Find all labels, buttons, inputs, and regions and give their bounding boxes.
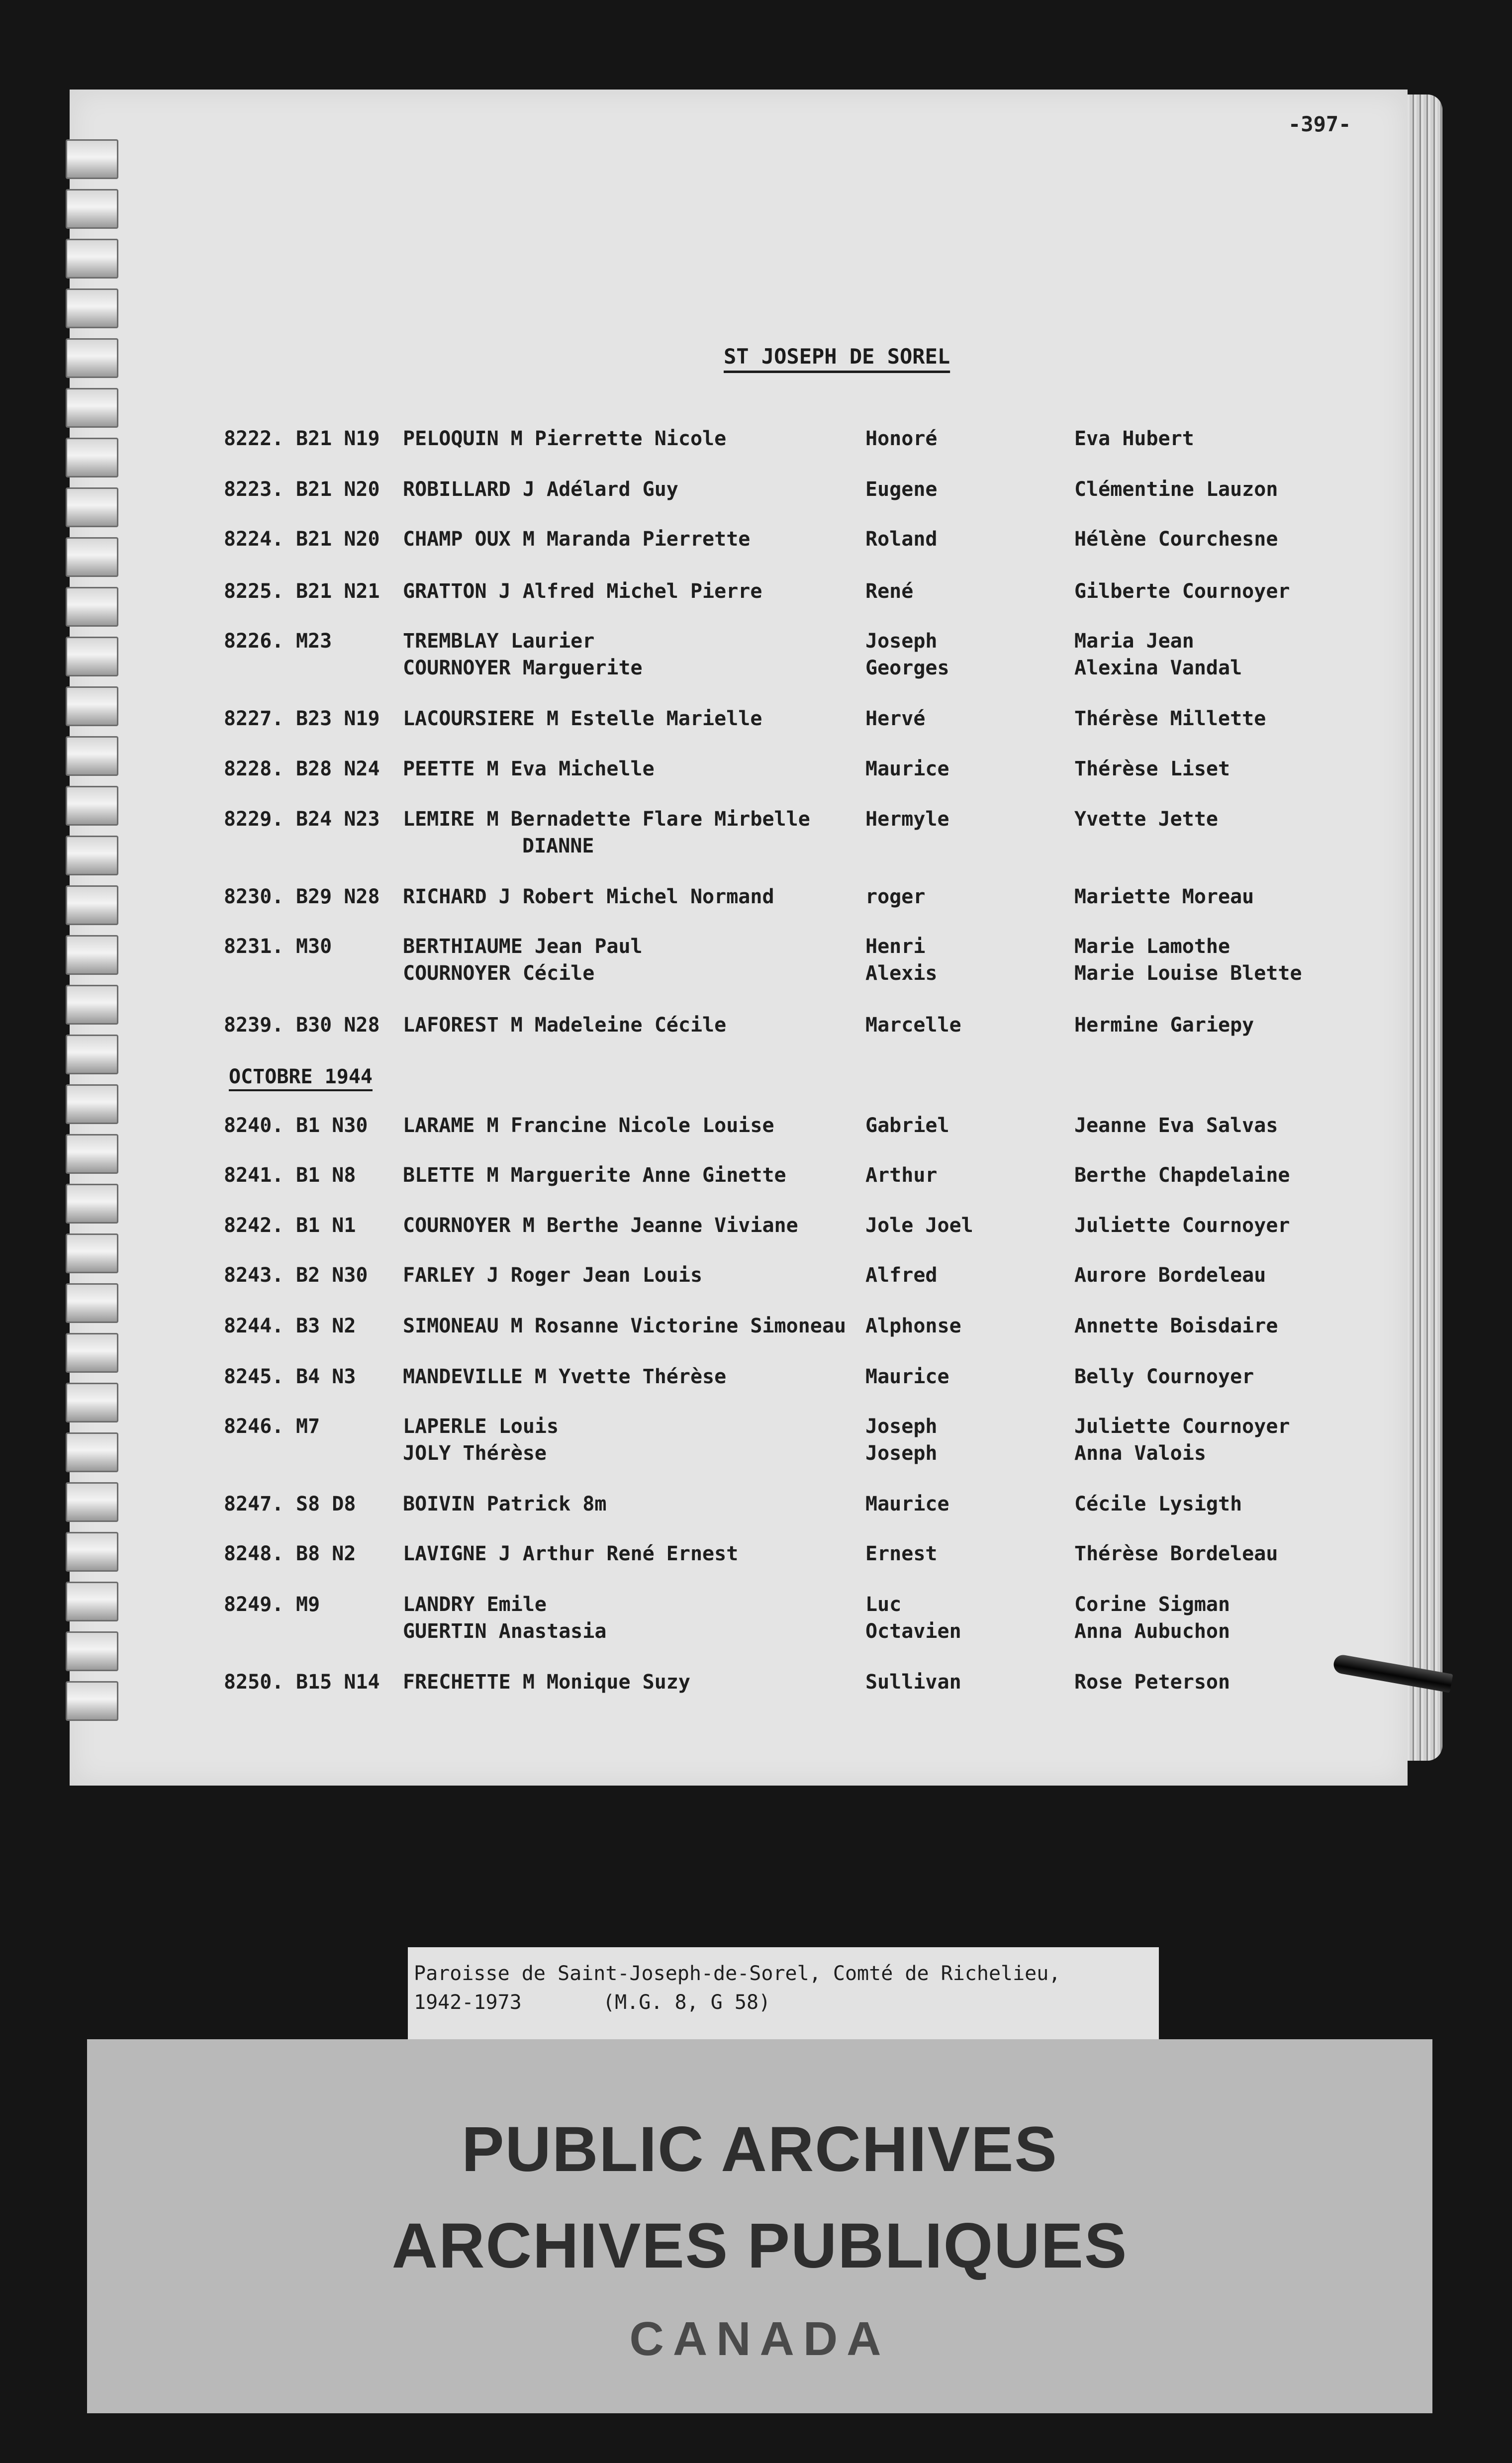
record-name-line1: GRATTON J Alfred Michel Pierre	[403, 580, 762, 603]
record-mother	[1074, 1540, 1278, 1567]
register-record	[0, 526, 1393, 580]
source-label-line2	[414, 1991, 771, 2014]
record-code	[296, 526, 380, 553]
record-mother-line1: Belly Cournoyer	[1074, 1365, 1254, 1388]
record-mother-line1: Yvette Jette	[1074, 808, 1218, 831]
record-father-line2: Georges	[865, 657, 949, 679]
record-code-line1: B29 N28	[296, 885, 380, 908]
register-record	[0, 806, 1393, 860]
record-name-line2: COURNOYER Cécile	[403, 962, 595, 985]
record-num-line1: 8223.	[224, 478, 284, 501]
register-record	[0, 1413, 1393, 1468]
record-code	[296, 806, 380, 833]
record-code-line1: B1 N30	[296, 1114, 368, 1137]
record-name-line1: MANDEVILLE M Yvette Thérèse	[403, 1365, 727, 1388]
record-num-line1: 8227.	[224, 707, 284, 730]
register-record	[0, 1112, 1393, 1167]
record-father	[865, 806, 949, 833]
record-father-line1: Alfred	[865, 1264, 938, 1287]
record-code	[296, 705, 380, 732]
register-record	[0, 883, 1393, 938]
record-father-line1: Jole Joel	[865, 1214, 973, 1237]
record-code-line1: B2 N30	[296, 1264, 368, 1287]
record-mother	[1074, 1162, 1290, 1189]
record-num-line1: 8228.	[224, 758, 284, 780]
record-father	[865, 476, 938, 503]
record-mother-line2: Anna Aubuchon	[1074, 1620, 1230, 1643]
record-father-line1: Gabriel	[865, 1114, 949, 1137]
archive-card-line3: CANADA	[629, 2312, 890, 2366]
record-mother-line2: Anna Valois	[1074, 1442, 1206, 1465]
record-father-line1: Maurice	[865, 1365, 949, 1388]
record-num	[224, 1262, 284, 1289]
source-label-years: 1942-1973	[414, 1991, 522, 2014]
record-code	[296, 756, 380, 782]
record-code-line1: M30	[296, 935, 332, 958]
record-mother	[1074, 756, 1230, 782]
record-mother-line1: Mariette Moreau	[1074, 885, 1254, 908]
record-father-line1: Arthur	[865, 1164, 938, 1187]
register-record	[0, 1591, 1393, 1646]
record-mother	[1074, 578, 1290, 605]
record-name-line1: BERTHIAUME Jean Paul	[403, 935, 643, 958]
record-num-line1: 8249.	[224, 1593, 284, 1616]
record-name	[403, 806, 810, 859]
record-name	[403, 425, 726, 452]
record-father-line1: Henri	[865, 935, 926, 958]
record-father-line1: Joseph	[865, 630, 938, 653]
record-father-line1: Alphonse	[865, 1315, 961, 1337]
record-code	[296, 628, 332, 655]
record-name-line1: RICHARD J Robert Michel Normand	[403, 885, 774, 908]
record-code	[296, 1012, 380, 1039]
record-code-line1: M9	[296, 1593, 320, 1616]
record-mother-line1: Aurore Bordeleau	[1074, 1264, 1266, 1287]
record-code	[296, 578, 380, 605]
record-mother	[1074, 628, 1242, 681]
record-father	[865, 1591, 961, 1645]
record-code-line1: B23 N19	[296, 707, 380, 730]
record-name	[403, 1212, 798, 1239]
record-code	[296, 933, 332, 960]
record-father-line1: Luc	[865, 1593, 902, 1616]
register-record	[0, 705, 1393, 760]
register-record	[0, 1262, 1393, 1317]
record-name-line1: PELOQUIN M Pierrette Nicole	[403, 427, 727, 450]
record-name-line1: LAFOREST M Madeleine Cécile	[403, 1014, 727, 1037]
record-num-line1: 8248.	[224, 1542, 284, 1565]
record-num	[224, 933, 284, 960]
record-mother-line1: Cécile Lysigth	[1074, 1493, 1242, 1516]
record-father-line1: Honoré	[865, 427, 938, 450]
record-father	[865, 1491, 949, 1517]
record-code	[296, 883, 380, 910]
record-name-line1: LARAME M Francine Nicole Louise	[403, 1114, 774, 1137]
record-mother-line1: Hermine Gariepy	[1074, 1014, 1254, 1037]
register-record	[0, 1669, 1393, 1723]
record-mother	[1074, 526, 1278, 553]
record-mother-line1: Eva Hubert	[1074, 427, 1194, 450]
record-num	[224, 1591, 284, 1618]
record-code	[296, 1491, 356, 1517]
record-mother-line1: Corine Sigman	[1074, 1593, 1230, 1616]
record-father	[865, 425, 938, 452]
record-num	[224, 756, 284, 782]
record-num	[224, 705, 284, 732]
register-record	[0, 1540, 1393, 1595]
record-num	[224, 1363, 284, 1390]
record-father-line1: Eugene	[865, 478, 938, 501]
record-father-line1: Joseph	[865, 1415, 938, 1438]
record-father-line1: Hervé	[865, 707, 926, 730]
record-num	[224, 1540, 284, 1567]
record-name-line1: FARLEY J Roger Jean Louis	[403, 1264, 703, 1287]
record-father-line2: Alexis	[865, 962, 938, 985]
record-father	[865, 526, 938, 553]
record-name	[403, 1363, 726, 1390]
record-mother-line1: Rose Peterson	[1074, 1671, 1230, 1694]
source-label	[408, 1947, 1159, 2044]
page-number: -397-	[1288, 112, 1351, 136]
record-mother	[1074, 705, 1266, 732]
record-mother-line1: Clémentine Lauzon	[1074, 478, 1278, 501]
record-num	[224, 578, 284, 605]
record-code	[296, 1212, 356, 1239]
record-name	[403, 1313, 846, 1339]
record-name	[403, 705, 762, 732]
record-num	[224, 476, 284, 503]
record-num-line1: 8246.	[224, 1415, 284, 1438]
record-mother	[1074, 806, 1218, 833]
record-mother-line1: Berthe Chapdelaine	[1074, 1164, 1290, 1187]
record-name-line1: LEMIRE M Bernadette Flare Mirbelle	[403, 808, 810, 831]
record-name	[403, 1491, 606, 1517]
record-code-line1: B21 N21	[296, 580, 380, 603]
record-name-line1: LAVIGNE J Arthur René Ernest	[403, 1542, 739, 1565]
record-name-line1: ROBILLARD J Adélard Guy	[403, 478, 678, 501]
record-name	[403, 1012, 726, 1039]
record-code-line1: B8 N2	[296, 1542, 356, 1565]
record-num-line1: 8250.	[224, 1671, 284, 1694]
register-record	[0, 628, 1393, 682]
record-father	[865, 1012, 961, 1039]
record-mother-line1: Hélène Courchesne	[1074, 528, 1278, 551]
record-father	[865, 883, 925, 910]
record-father-line1: Roland	[865, 528, 938, 551]
register-record	[0, 1491, 1393, 1545]
record-father	[865, 1212, 973, 1239]
record-code-line1: B21 N20	[296, 528, 380, 551]
record-num	[224, 883, 284, 910]
record-code-line1: B21 N19	[296, 427, 380, 450]
record-code-line1: S8 D8	[296, 1493, 356, 1516]
record-name-line1: BOIVIN Patrick 8m	[403, 1493, 607, 1516]
record-name-line1: LACOURSIERE M Estelle Marielle	[403, 707, 762, 730]
register-record	[0, 1212, 1393, 1267]
record-code-line1: M7	[296, 1415, 320, 1438]
record-num	[224, 1212, 284, 1239]
record-mother	[1074, 1669, 1230, 1696]
record-father	[865, 1363, 949, 1390]
record-code	[296, 1313, 356, 1339]
record-mother-line1: Thérèse Bordeleau	[1074, 1542, 1278, 1565]
record-num-line1: 8224.	[224, 528, 284, 551]
record-num-line1: 8242.	[224, 1214, 284, 1237]
record-father-line1: Ernest	[865, 1542, 938, 1565]
record-mother-line2: Alexina Vandal	[1074, 657, 1242, 679]
record-code	[296, 1363, 356, 1390]
record-father-line1: Marcelle	[865, 1014, 961, 1037]
record-name	[403, 883, 774, 910]
record-code-line1: B1 N8	[296, 1164, 356, 1187]
record-mother-line1: Juliette Cournoyer	[1074, 1415, 1290, 1438]
record-name	[403, 1112, 774, 1139]
record-father	[865, 1313, 961, 1339]
record-num-line1: 8229.	[224, 808, 284, 831]
record-num	[224, 628, 284, 655]
record-name	[403, 1262, 702, 1289]
record-mother-line1: Juliette Cournoyer	[1074, 1214, 1290, 1237]
record-code-line1: B4 N3	[296, 1365, 356, 1388]
record-name-line2: GUERTIN Anastasia	[403, 1620, 607, 1643]
record-name	[403, 1540, 738, 1567]
record-mother	[1074, 1313, 1278, 1339]
register-record	[0, 578, 1393, 633]
record-mother	[1074, 1363, 1254, 1390]
record-num	[224, 1162, 284, 1189]
record-mother	[1074, 883, 1254, 910]
record-father	[865, 1262, 938, 1289]
month-heading: OCTOBRE 1944	[229, 1065, 373, 1088]
record-father	[865, 933, 938, 987]
record-mother-line1: Thérèse Liset	[1074, 758, 1230, 780]
record-mother-line1: Marie Lamothe	[1074, 935, 1230, 958]
record-name-line1: COURNOYER M Berthe Jeanne Viviane	[403, 1214, 798, 1237]
record-num-line1: 8225.	[224, 580, 284, 603]
record-father	[865, 705, 925, 732]
record-name-line1: TREMBLAY Laurier	[403, 630, 595, 653]
record-father	[865, 1162, 938, 1189]
record-name	[403, 578, 762, 605]
record-mother	[1074, 476, 1278, 503]
record-num-line1: 8222.	[224, 427, 284, 450]
record-name-line1: SIMONEAU M Rosanne Victorine Simoneau	[403, 1315, 847, 1337]
record-father	[865, 578, 913, 605]
record-mother	[1074, 1012, 1254, 1039]
record-code	[296, 1591, 320, 1618]
record-mother	[1074, 1591, 1230, 1645]
record-code-line1: B1 N1	[296, 1214, 356, 1237]
record-mother	[1074, 425, 1194, 452]
record-mother	[1074, 1262, 1266, 1289]
record-mother	[1074, 1413, 1290, 1467]
record-name-line1: LAPERLE Louis	[403, 1415, 559, 1438]
record-num-line1: 8231.	[224, 935, 284, 958]
record-name-line2: JOLY Thérèse	[403, 1442, 547, 1465]
record-num	[224, 1012, 284, 1039]
record-num-line1: 8243.	[224, 1264, 284, 1287]
record-code-line1: B24 N23	[296, 808, 380, 831]
register-record	[0, 1313, 1393, 1367]
record-name-line1: CHAMP OUX M Maranda Pierrette	[403, 528, 751, 551]
record-mother	[1074, 1212, 1290, 1239]
record-name-line2: DIANNE	[522, 835, 594, 857]
record-num-line1: 8247.	[224, 1493, 284, 1516]
source-label-line1: Paroisse de Saint-Joseph-de-Sorel, Comté de Richelieu,	[414, 1962, 1061, 1985]
record-name	[403, 756, 655, 782]
record-num	[224, 425, 284, 452]
record-name-line1: BLETTE M Marguerite Anne Ginette	[403, 1164, 786, 1187]
record-num-line1: 8241.	[224, 1164, 284, 1187]
record-name	[403, 476, 678, 503]
record-code-line1: B28 N24	[296, 758, 380, 780]
record-num-line1: 8245.	[224, 1365, 284, 1388]
parish-title: ST JOSEPH DE SOREL	[724, 344, 950, 369]
record-num-line1: 8239.	[224, 1014, 284, 1037]
record-num	[224, 1413, 284, 1440]
register-record	[0, 425, 1393, 480]
record-code	[296, 1669, 380, 1696]
record-name	[403, 933, 643, 987]
record-father	[865, 1540, 938, 1567]
record-mother-line1: Maria Jean	[1074, 630, 1194, 653]
archive-card-line2: ARCHIVES PUBLIQUES	[391, 2210, 1128, 2281]
record-num	[224, 806, 284, 833]
register-record	[0, 1162, 1393, 1217]
record-code	[296, 1162, 356, 1189]
record-mother-line2: Marie Louise Blette	[1074, 962, 1302, 985]
source-label-reference: (M.G. 8, G 58)	[603, 1991, 771, 2014]
record-num-line1: 8244.	[224, 1315, 284, 1337]
record-num	[224, 526, 284, 553]
record-name-line1: LANDRY Emile	[403, 1593, 547, 1616]
record-father-line1: René	[865, 580, 914, 603]
record-code-line1: B3 N2	[296, 1315, 356, 1337]
record-father	[865, 1112, 949, 1139]
record-code-line1: B30 N28	[296, 1014, 380, 1037]
record-name	[403, 1413, 559, 1467]
record-name-line1: PEETTE M Eva Michelle	[403, 758, 655, 780]
record-mother	[1074, 933, 1302, 987]
record-num-line1: 8230.	[224, 885, 284, 908]
record-name	[403, 628, 643, 681]
record-code-line1: B21 N20	[296, 478, 380, 501]
record-mother-line1: Annette Boisdaire	[1074, 1315, 1278, 1337]
record-name-line1: FRECHETTE M Monique Suzy	[403, 1671, 690, 1694]
register-record	[0, 1363, 1393, 1418]
record-name	[403, 1591, 606, 1645]
record-name	[403, 526, 750, 553]
record-mother-line1: Thérèse Millette	[1074, 707, 1266, 730]
archive-card-line1: PUBLIC ARCHIVES	[462, 2114, 1058, 2185]
register-record	[0, 1012, 1393, 1066]
record-father-line1: Maurice	[865, 1493, 949, 1516]
record-mother	[1074, 1491, 1242, 1517]
register-record	[0, 476, 1393, 531]
record-code	[296, 1112, 368, 1139]
record-code	[296, 1262, 368, 1289]
record-num-line1: 8240.	[224, 1114, 284, 1137]
record-code-line1: B15 N14	[296, 1671, 380, 1694]
record-num	[224, 1491, 284, 1517]
record-father-line2: Octavien	[865, 1620, 961, 1643]
record-name-line2: COURNOYER Marguerite	[403, 657, 643, 679]
register-record	[0, 756, 1393, 810]
record-mother-line1: Gilberte Cournoyer	[1074, 580, 1290, 603]
record-code	[296, 476, 380, 503]
record-father-line1: roger	[865, 885, 926, 908]
record-num	[224, 1669, 284, 1696]
record-father-line2: Joseph	[865, 1442, 938, 1465]
record-num	[224, 1313, 284, 1339]
record-code	[296, 1540, 356, 1567]
record-father-line1: Maurice	[865, 758, 949, 780]
record-father-line1: Hermyle	[865, 808, 949, 831]
record-name	[403, 1669, 690, 1696]
record-father-line1: Sullivan	[865, 1671, 961, 1694]
record-code-line1: M23	[296, 630, 332, 653]
record-name	[403, 1162, 786, 1189]
record-code	[296, 1413, 320, 1440]
register-record	[0, 933, 1393, 988]
record-num-line1: 8226.	[224, 630, 284, 653]
record-father	[865, 628, 949, 681]
record-mother-line1: Jeanne Eva Salvas	[1074, 1114, 1278, 1137]
record-father	[865, 1669, 961, 1696]
record-num	[224, 1112, 284, 1139]
record-father	[865, 1413, 938, 1467]
record-mother	[1074, 1112, 1278, 1139]
record-code	[296, 425, 380, 452]
record-father	[865, 756, 949, 782]
archive-card	[87, 2039, 1432, 2413]
